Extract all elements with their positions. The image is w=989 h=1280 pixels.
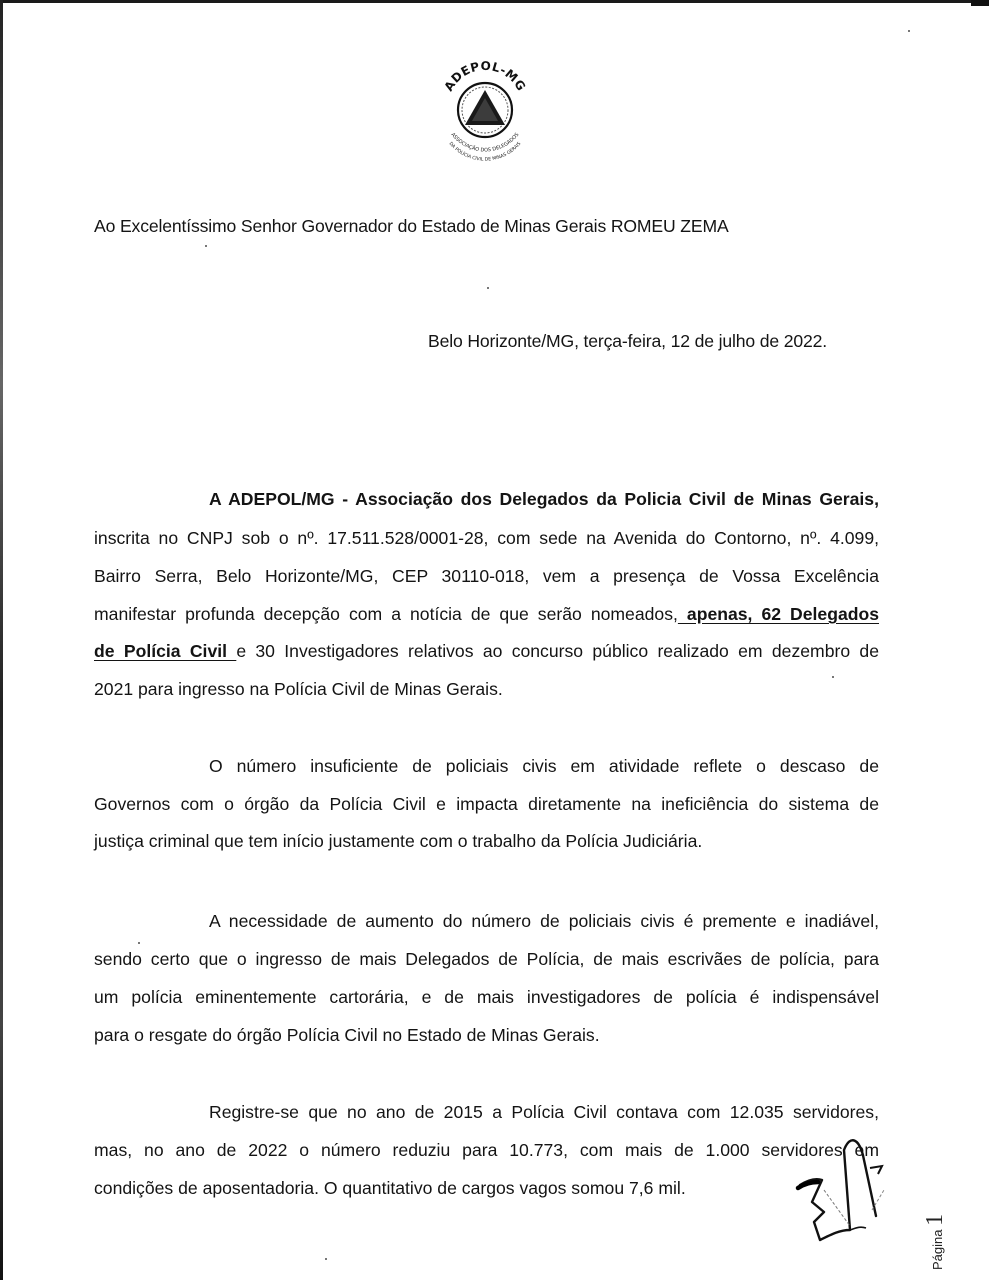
date-line: Belo Horizonte/MG, terça-feira, 12 de julho de 2022. — [428, 331, 828, 351]
adepol-mg-logo — [430, 55, 540, 165]
paragraph-1-line-2: inscrita no CNPJ sob o nº. 17.511.528/0001-28, com sede na Avenida do Contorno, nº. 4.099, — [94, 528, 879, 548]
paragraph-3-line-1: A necessidade de aumento do número de policiais civis é premente e inadiável, — [209, 911, 879, 931]
paragraph-2-line-3: justiça criminal que tem início justamente com o trabalho da Polícia Judiciária. — [94, 831, 703, 851]
svg-text:ADEPOL-MG — [441, 59, 528, 94]
organization-name: A ADEPOL/MG - Associação dos Delegados da Policia Civil de Minas Gerais, — [209, 489, 879, 509]
scan-speck — [138, 942, 140, 944]
paragraph-1-line-4 — [94, 604, 879, 625]
paragraph-2-line-2: Governos com o órgão da Polícia Civil e impacta diretamente na ineficiência do sistema de — [94, 794, 879, 814]
scan-top-corner-mark — [971, 0, 989, 6]
highlight-delegados-count: apenas, 62 Delegados — [677, 604, 880, 624]
page-number-marker — [922, 1214, 949, 1270]
paragraph-4-line-1: Registre-se que no ano de 2015 a Polícia Civil contava com 12.035 servidores, — [209, 1102, 879, 1122]
paragraph-4-line-3: condições de aposentadoria. O quantitativo de cargos vagos somou 7,6 mil. — [94, 1178, 686, 1198]
highlight-policia-civil: de Polícia Civil — [94, 641, 237, 661]
paragraph-1-line-3: Bairro Serra, Belo Horizonte/MG, CEP 30110-018, vem a presença de Vossa Excelência — [94, 566, 879, 586]
paragraph-1-line-5-text: e 30 Investigadores relativos ao concurso público realizado em dezembro de — [236, 641, 879, 661]
paragraph-1-line-5 — [94, 641, 879, 662]
paragraph-4-line-2: mas, no ano de 2022 o número reduziu para 10.773, com mais de 1.000 servidores em — [94, 1140, 879, 1160]
scan-speck — [908, 30, 910, 32]
page-number: 1 — [922, 1213, 948, 1226]
logo-arc-text: ADEPOL-MG — [441, 58, 529, 94]
paragraph-3-line-4: para o resgate do órgão Polícia Civil no Estado de Minas Gerais. — [94, 1025, 600, 1045]
scan-speck — [487, 287, 489, 289]
logo-bottom-text-2: DA POLÍCIA CIVIL DE MINAS GERAIS — [447, 141, 523, 163]
paragraph-1-line-6: 2021 para ingresso na Polícia Civil de Minas Gerais. — [94, 679, 503, 699]
scan-speck — [205, 245, 207, 247]
addressee-line: Ao Excelentíssimo Senhor Governador do Estado de Minas Gerais ROMEU ZEMA — [94, 216, 729, 236]
logo-bottom-text-1: ASSOCIAÇÃO DOS DELEGADOS — [449, 131, 521, 154]
page-label: Página — [930, 1229, 945, 1270]
handwritten-initials — [780, 1130, 890, 1250]
paragraph-1-line-4-text: manifestar profunda decepção com a notícia de que serão nomeados, — [94, 604, 678, 624]
scan-top-edge — [0, 0, 989, 3]
paragraph-2-line-1: O número insuficiente de policiais civis em atividade reflete o descaso de — [209, 756, 879, 776]
scan-speck — [325, 1258, 327, 1260]
paragraph-3-line-3: um polícia eminentemente cartorária, e de mais investigadores de polícia é indispensável — [94, 987, 879, 1007]
scan-left-edge — [0, 0, 3, 1280]
paragraph-3-line-2: sendo certo que o ingresso de mais Delegados de Polícia, de mais escrivães de polícia, para — [94, 949, 879, 969]
scan-speck — [832, 676, 834, 678]
paragraph-1-line-1 — [209, 489, 879, 510]
